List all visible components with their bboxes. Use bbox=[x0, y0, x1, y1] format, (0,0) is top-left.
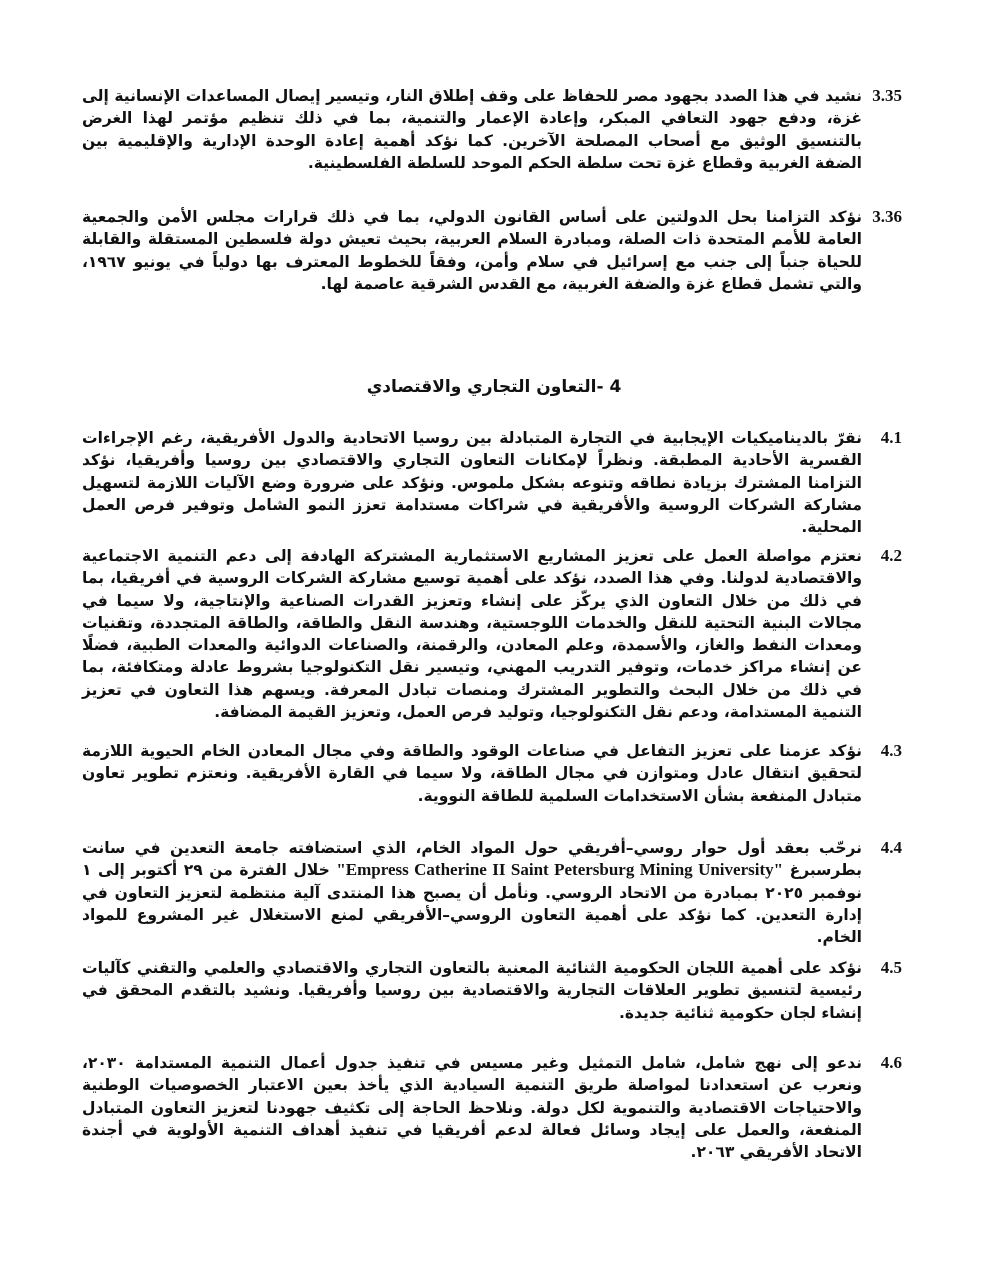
paragraph-text: نؤكد على أهمية اللجان الحكومية الثنائية المعنية بالتعاون التجاري والاقتصادي والعلمي والتقني كآليات رئيسية لتنسيق تطوير العلاقات التجارية والاقتصادية بين روسيا وأفريقيا. ونشيد بالتقدم المحقق في إنشاء لجان حكومية ثنائية جديدة. bbox=[82, 959, 862, 1022]
paragraph-number: 4.5 bbox=[880, 958, 902, 977]
paragraph-text: نؤكد التزامنا بحل الدولتين على أساس القانون الدولي، بما في ذلك قرارات مجلس الأمن والجمعية العامة للأمم المتحدة ذات الصلة، ومبادرة السلام العربية، بحيث تعيش دولة فلسطين المستقلة والقابلة للحياة جنباً إلى جنب مع إسرائيل في سلام وأمن، وفقاً للخطوط المعترف بها دولياً في يونيو ١٩٦٧، والتي تشمل قطاع غزة والضفة الغربية، مع القدس الشرقية عاصمة لها. bbox=[82, 208, 862, 293]
paragraph-number: 3.36 bbox=[872, 207, 902, 226]
paragraph-4-5 bbox=[82, 957, 900, 1024]
section-heading: 4 -التعاون التجاري والاقتصادي bbox=[366, 377, 622, 397]
paragraph-text: نقرّ بالديناميكيات الإيجابية في التجارة المتبادلة بين روسيا الاتحادية والدول الأفريقية، رغم الإجراءات القسرية الأحادية المطبقة. ونظراً لإمكانات التعاون التجاري والاقتصادي بين روسيا وأفريقيا، نؤكد التزامنا المشترك بزيادة نطاقه وتنوعه بشكل ملموس. ونؤكد على ضرورة وضع الآليات اللازمة لتسهيل مشاركة الشركات الروسية والأفريقية في شراكات مستدامة تعزز النمو الشامل وتوفير فرص العمل المحلية. bbox=[82, 429, 862, 537]
paragraph-text: نؤكد عزمنا على تعزيز التفاعل في صناعات الوقود والطاقة وفي مجال المعادن الخام الحيوية اللازمة لتحقيق انتقال عادل ومتوازن في مجال الطاقة، ولا سيما في القارة الأفريقية. ونعتزم تطوير تعاون متبادل المنفعة بشأن الاستخدامات السلمية للطاقة النووية. bbox=[82, 742, 862, 805]
paragraph-number: 3.35 bbox=[872, 86, 902, 105]
paragraph-number: 4.2 bbox=[880, 546, 902, 565]
paragraph-text: نعتزم مواصلة العمل على تعزيز المشاريع الاستثمارية المشتركة الهادفة إلى دعم التنمية الاجتماعية والاقتصادية لدولنا. وفي هذا الصدد، نؤكد على أهمية توسيع مشاركة الشركات الروسية في أفريقيا، بما في ذلك من خلال التعاون الذي يركّز على إنشاء وتعزيز القدرات الصناعية والإنتاجية، ولا سيما في مجالات البنية التحتية للنقل والخدمات اللوجستية، وهندسة النقل والطاقة، والطاقة المتجددة، وتقنيات ومعدات النفط والغاز، والأسمدة، وعلم المعادن، والرقمنة، والصناعات الدوائية والمعدات الطبية، فضلًا عن إنشاء مراكز خدمات، وتوفير التدريب المهني، وتيسير نقل التكنولوجيا بشروط عادلة ومتكافئة، بما في ذلك من خلال البحث والتطوير المشترك ومنصات تبادل المعرفة. ويسهم هذا التعاون في تعزيز التنمية المستدامة، ودعم نقل التكنولوجيا، وتوليد فرص العمل، وتعزيز القيمة المضافة. bbox=[82, 547, 862, 722]
paragraph-text: ندعو إلى نهج شامل، شامل التمثيل وغير مسيس في تنفيذ جدول أعمال التنمية المستدامة ٢٠٣٠، ونعرب عن استعدادنا لمواصلة طريق التنمية السيادية الذي يأخذ بعين الاعتبار الخصوصيات الوطنية والاحتياجات الاقتصادية والتنموية لكل دولة. ونلاحظ الحاجة إلى تكثيف جهودنا لتعزيز التعاون المتبادل المنفعة، والعمل على إيجاد وسائل فعالة لدعم أفريقيا في تنفيذ أهداف التنمية الأولوية في أجندة الاتحاد الأفريقي ٢٠٦٣. bbox=[82, 1054, 862, 1162]
paragraph-4-1 bbox=[82, 427, 900, 538]
paragraph-text bbox=[82, 837, 900, 948]
paragraph-4-4 bbox=[82, 837, 900, 948]
paragraph-text: نشيد في هذا الصدد بجهود مصر للحفاظ على وقف إطلاق النار، وتيسير إيصال المساعدات الإنسانية إلى غزة، ودفع جهود التعافي المبكر، وإعادة الإعمار والتنمية، بما في ذلك تنظيم مؤتمر لهذا الغرض بالتنسيق الوثيق مع أصحاب المصلحة الآخرين. كما نؤكد أهمية إعادة الوحدة الإدارية والإقليمية بين الضفة الغربية وقطاع غزة تحت سلطة الحكم الموحد للسلطة الفلسطينية. bbox=[82, 87, 862, 172]
paragraph-4-2 bbox=[82, 545, 900, 723]
paragraph-text-part: خلال الفترة من ٢٩ أكتوبر إلى ١ نوفمبر ٢٠٢٥ بمبادرة من الاتحاد الروسي. ونأمل أن يصبح هذا المنتدى آلية منتظمة لتعزيز التعاون في إدارة التعدين. كما نؤكد على أهمية التعاون الروسي–الأفريقي لمنع الاستغلال غير المشروع للمواد الخام. bbox=[82, 861, 862, 947]
university-name: "Empress Catherine II Saint Petersburg Mining University" bbox=[336, 860, 784, 880]
paragraph-number: 4.4 bbox=[880, 838, 902, 857]
paragraph-4-6 bbox=[82, 1052, 900, 1163]
paragraph-3-36 bbox=[82, 206, 900, 295]
paragraph-text-part: نرحّب بعقد أول حوار روسي–أفريقي حول المواد الخام، الذي استضافته جامعة التعدين في سانت بطرسبرغ bbox=[82, 839, 862, 880]
paragraph-4-3 bbox=[82, 740, 900, 807]
paragraph-number: 4.3 bbox=[880, 741, 902, 760]
paragraph-number: 4.1 bbox=[880, 428, 902, 447]
paragraph-3-35 bbox=[82, 85, 900, 174]
paragraph-number: 4.6 bbox=[880, 1053, 902, 1072]
